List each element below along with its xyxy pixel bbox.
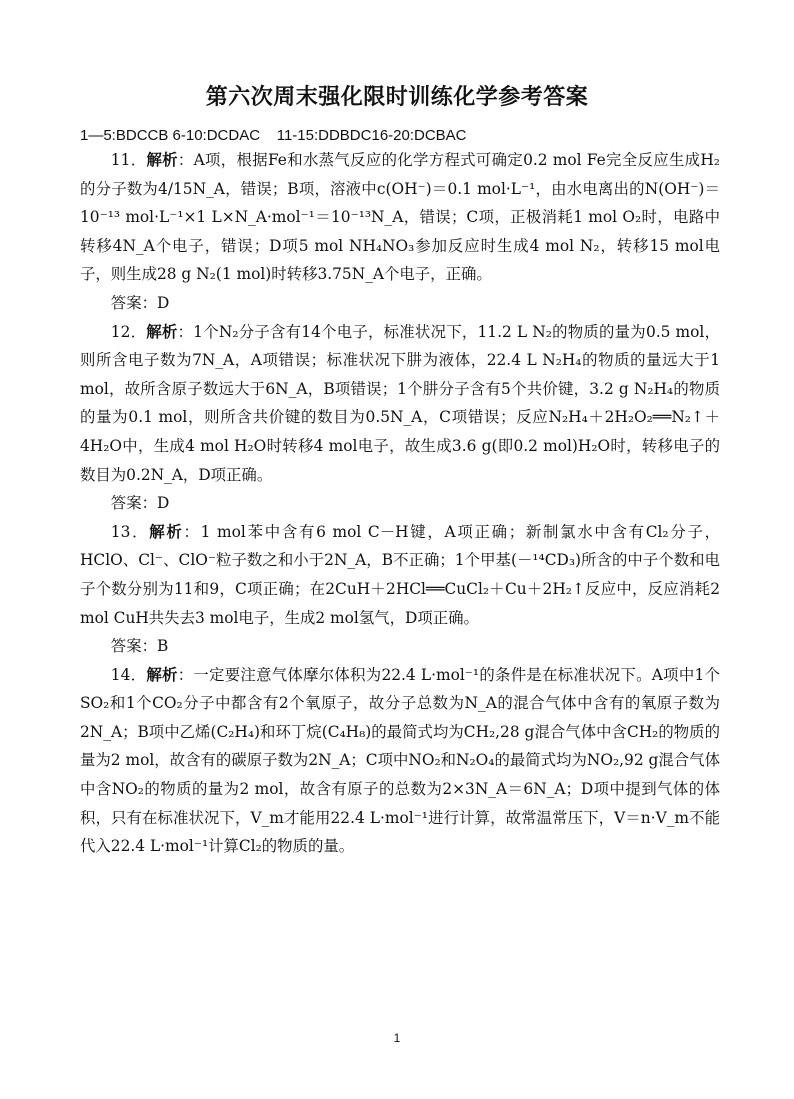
answer-key-line: 1—5:BDCCB 6-10:DCDAC 11-15:DDBDC16-20:DCBAC [80, 127, 467, 144]
q12-answer-label: 答案 [110, 494, 142, 513]
q13-analysis [80, 518, 720, 632]
q12-answer [80, 489, 720, 518]
q13-answer-label: 答案 [110, 637, 142, 656]
q12-analysis-label: 解析 [146, 322, 178, 341]
q11-number: 11． [110, 151, 147, 169]
q14-analysis [80, 661, 720, 861]
q11-text: ：A项，根据Fe和水蒸气反应的化学方程式可确定0.2 mol Fe完全反应生成H₂的分子数为4/15N_A，错误；B项，溶液中c(OH⁻)＝0.1 mol·L⁻¹，由水电离出的N(OH⁻)＝10⁻¹³ mol·L⁻¹×1 L×N_A·mol⁻¹＝10⁻¹³N_A，错误；C项，正极消耗1 mol O₂时，电路中转移4N_A个电子，错误；D项5 mol NH₄NO₃参加反应时生成4 mol N₂，转移15 mol电子，则生成28 g N₂(1 mol)时转移3.75N_A个电子，正确。 [80, 151, 720, 284]
q13-answer-value: ：B [141, 637, 169, 656]
page-title: 第六次周末强化限时训练化学参考答案 [205, 85, 589, 110]
q13-analysis-label: 解析 [149, 522, 184, 541]
q14-number: 14． [110, 665, 147, 684]
q13-answer [80, 632, 720, 661]
q11-answer-value: ：D [141, 293, 170, 312]
q12-analysis [80, 318, 720, 490]
q11-answer [80, 289, 720, 318]
q12-answer-value: ：D [141, 494, 170, 513]
q14-text: ：一定要注意气体摩尔体积为22.4 L·mol⁻¹的条件是在标准状况下。A项中1个SO₂和1个CO₂分子中都含有2个氧原子，故分子总数为N_A的混合气体中含有的氧原子数为2N_A；B项中乙烯(C₂H₄)和环丁烷(C₄H₈)的最简式均为CH₂,28 g混合气体中含CH₂的物质的量为2 mol，故含有的碳原子数为2N_A；C项中NO₂和N₂O₄的最简式均为NO₂,92 g混合气体中含NO₂的物质的量为2 mol，故含有原子的总数为2×3N_A＝6N_A；D项中提到气体的体积，只有在标准状况下，V_m才能用22.4 L·mol⁻¹进行计算，故常温常压下，V＝n·V_m不能代入22.4 L·mol⁻¹计算Cl₂的物质的量。 [80, 665, 720, 856]
solutions-body [80, 146, 720, 861]
q11-analysis [80, 146, 720, 289]
q11-analysis-label: 解析 [146, 151, 178, 169]
q13-text: ：1 mol苯中含有6 mol C－H键，A项正确；新制氯水中含有Cl₂分子，HClO、Cl⁻、ClO⁻粒子数之和小于2N_A，B不正确；1个甲基(－¹⁴CD₃)所含的中子个数和电子个数分别为11和9，C项正确；在2CuH＋2HCl══CuCl₂＋Cu＋2H₂↑反应中，反应消耗2 mol CuH共失去3 mol电子，生成2 mol氢气，D项正确。 [80, 522, 720, 627]
q14-analysis-label: 解析 [146, 665, 178, 684]
q12-text: ：1个N₂分子含有14个电子，标准状况下，11.2 L N₂的物质的量为0.5 mol，则所含电子数为7N_A，A项错误；标准状况下肼为液体，22.4 L N₂H₄的物质的量远大于1 mol，故所含原子数远大于6N_A，B项错误；1个肼分子含有5个共价键，3.2 g N₂H₄的物质的量为0.1 mol，则所含共价键的数目为0.5N_A，C项错误；反应N₂H₄＋2H₂O₂══N₂↑＋4H₂O中，生成4 mol H₂O时转移4 mol电子，故生成3.6 g(即0.2 mol)H₂O时，转移电子的数目为0.2N_A，D项正确。 [80, 322, 720, 484]
page-number: 1 [393, 1031, 401, 1045]
q12-number: 12． [110, 322, 147, 341]
q13-number: 13． [110, 522, 150, 541]
q11-answer-label: 答案 [110, 293, 142, 312]
